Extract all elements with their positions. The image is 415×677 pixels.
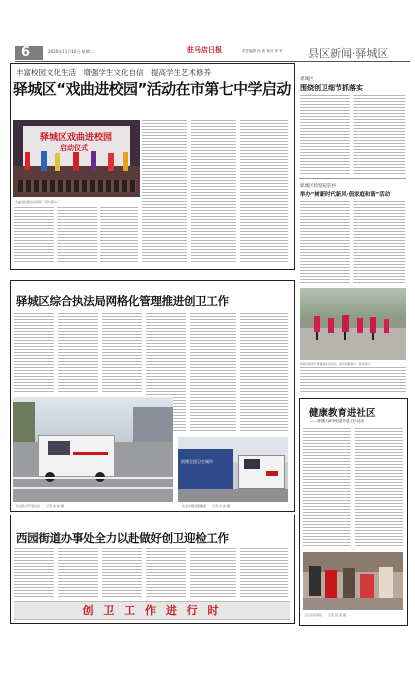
story1-subtitle: 丰富校园文化生活 增强学生文化自信 提高学生艺术修养	[16, 68, 211, 77]
clinic-photo-caption: 义诊活动现场 记者 孙 波 摄	[304, 613, 346, 617]
story1-text-col2	[191, 120, 236, 263]
right-mid-title: 举办“树新时代新风·倡家庭和谐”活动	[300, 192, 390, 198]
header-rule	[15, 61, 410, 62]
right-divider-1	[299, 178, 406, 179]
page-number: 6	[21, 45, 31, 60]
right-mid-text-col1	[300, 201, 350, 283]
story2-text-col1	[14, 313, 54, 393]
clinic-photo	[303, 552, 403, 610]
truck-photo-caption: 执法车辆清理路面 记者 孙 波 摄	[182, 504, 230, 508]
right-top-title: 围绕创卫细节抓落实	[300, 84, 363, 92]
editors-line: 责任编辑 孙 波 校对 李 军	[242, 49, 283, 53]
story2-text-col5	[190, 313, 236, 431]
story1-text-col4	[14, 207, 54, 263]
section-title: 县区新闻·驿城区	[308, 47, 389, 60]
sidebar-text-col2	[355, 428, 403, 546]
stage-banner-line1: 驿城区戏曲进校园	[40, 133, 113, 143]
right-lower-text	[300, 367, 406, 392]
story1-title: 驿城区“戏曲进校园”活动在市第七中学启动	[13, 80, 291, 98]
story2-title: 驿城区综合执法局网格化管理推进创卫工作	[16, 294, 229, 308]
story1-text-col1	[142, 120, 187, 263]
stage-photo-caption: 戏曲进校园活动现场（资料图片）	[15, 200, 61, 204]
story1-text-col5	[57, 207, 97, 263]
story3-title: 西园街道办事处全力以赴做好创卫迎检工作	[16, 531, 229, 545]
story2-text-col2	[58, 313, 98, 393]
story1-text-col6	[100, 207, 138, 263]
right-mid-kicker: 驿城区检察院驻村	[300, 184, 336, 189]
street-photo-caption: 执法队员开展巡查 记者 孙 波 摄	[16, 504, 64, 508]
street-photo	[13, 397, 173, 502]
story3-frame	[10, 515, 295, 624]
page-header	[10, 40, 410, 62]
sidebar-subtitle: ——驿城区新华街道开展义诊活动	[310, 419, 364, 423]
truck-photo	[178, 437, 288, 502]
truck-photo-sign: 创建全国卫生城市	[181, 459, 213, 464]
story1-text-col3	[240, 120, 288, 263]
dance-photo-caption: 驿城区组织开展健康体育活动，居民积极参与（资料图片）	[300, 362, 373, 366]
stage-banner-line2: 启动仪式	[60, 144, 88, 152]
sidebar-text-col1	[303, 428, 351, 546]
right-top-kicker: 驿城区	[300, 77, 314, 82]
date-line: 2020年11月10日 星期二	[48, 49, 94, 54]
stage-photo	[13, 120, 140, 197]
dance-photo	[300, 288, 406, 360]
right-top-text-col1	[300, 95, 350, 175]
chuangwei-banner-text: 创 卫 工 作 进 行 时	[82, 604, 222, 617]
right-top-text-col2	[353, 95, 405, 175]
paper-name: 驻马店日报	[187, 46, 222, 54]
story2-text-col6	[240, 313, 288, 431]
right-mid-text-col2	[353, 201, 405, 283]
sidebar-title: 健康教育进社区	[309, 408, 376, 419]
story2-text-col3	[102, 313, 142, 393]
